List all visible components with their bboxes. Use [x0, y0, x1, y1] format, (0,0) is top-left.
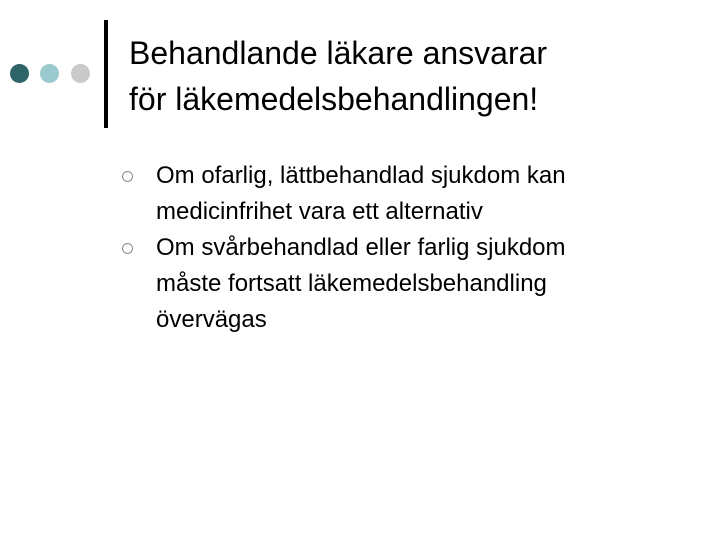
- hollow-circle-bullet-icon: [122, 243, 133, 254]
- bullet-item: [124, 158, 704, 230]
- bullet-list: [124, 158, 704, 338]
- bullet-text-line: måste fortsatt läkemedelsbehandling: [156, 270, 547, 297]
- bullet-item: [124, 230, 704, 338]
- dot-dark-teal: [10, 64, 29, 83]
- bullet-text-line: Om svårbehandlad eller farlig sjukdom: [156, 234, 566, 261]
- bullet-text-line: medicinfrihet vara ett alternativ: [156, 198, 483, 225]
- decorative-dots: [10, 64, 100, 86]
- slide-title: [129, 30, 709, 122]
- title-divider: [104, 20, 108, 128]
- dot-grey: [71, 64, 90, 83]
- bullet-text-line: övervägas: [156, 306, 267, 333]
- bullet-text-line: Om ofarlig, lättbehandlad sjukdom kan: [156, 162, 566, 189]
- dot-light-teal: [40, 64, 59, 83]
- hollow-circle-bullet-icon: [122, 171, 133, 182]
- slide-title-line-1: Behandlande läkare ansvarar: [129, 35, 548, 71]
- slide-title-line-2: för läkemedelsbehandlingen!: [129, 81, 539, 117]
